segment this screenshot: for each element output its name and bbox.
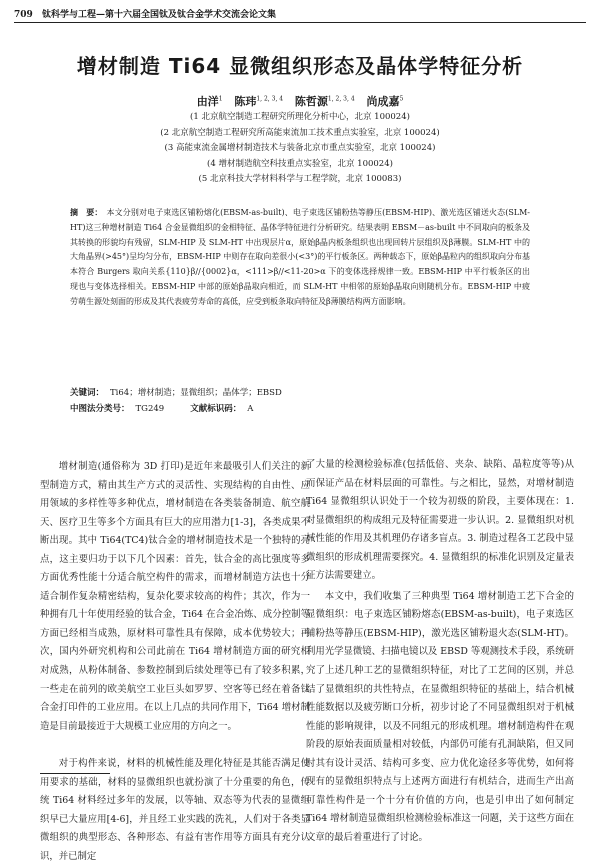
author: 陈哲源$^{1, 2, 3, 4}$: [294, 95, 355, 108]
affiliation: (4 增材制造航空科技重点实验室，北京 100024): [207, 158, 393, 169]
author-list: [0, 93, 600, 109]
doc-code-value: A: [247, 404, 254, 414]
author: 陈玮$^{1, 2, 3, 4}$: [234, 95, 284, 108]
clc-label: 中图法分类号：: [70, 404, 130, 414]
keywords-text: Ti64；增材制造；显微组织；晶体学；EBSD: [110, 388, 282, 398]
author: 由洋$^1$: [196, 95, 223, 108]
keywords: [70, 386, 530, 400]
affiliation: (1 北京航空制造工程研究所理化分析中心，北京 100024): [190, 112, 410, 122]
body-paragraph: 本文中，我们收集了三种典型 Ti64 增材制造工艺下合金的显微组织：电子束选区铺粉熔态(EBSM-as-built)，电子束选区铺粉热等静压(EBSM-HIP)，激光选区铺粉退火态(SLM-HT)。利用光学显微镜、扫描电镜以及 EBSD 等观测技术手段，系统研究了上述几种工艺的显微组织特征，对比了工艺间的区别，并总结了显微组织的共性特点，在显微组织特征的基础上，结合机械性能数据以及疲劳断口分析，初步讨论了不同显微组织对于机械性能的影响规律，以及不同组元的形成机理。增材制造构件在观阶段的原始表面质量相对较低，内部仍可能有孔洞缺陷，但又同时其有设计灵活、结构可多变、应力优化途径多等优势，如何将现有的显微组织特点与上述两方面进行有机结合，进而生产出高可靠性构件是一个十分有价值的方向，也是引申出了如何制定 Ti64 增材制造显微组织检测检验标准这一问题，关于这些方面在文章的最后着重进行了讨论。: [306, 590, 575, 843]
body-column-right: [306, 456, 574, 847]
affiliation: (3 高能束流金属增材制造技术与装备北京市重点实验室，北京 100024): [164, 143, 436, 153]
author: 尚成嘉$^5$: [366, 95, 404, 108]
classification: [70, 402, 530, 416]
doc-code-label: 文献标识码：: [190, 404, 242, 414]
affiliations: [0, 110, 600, 188]
paper-title: 增材制造 Ti64 显微组织形态及晶体学特征分析: [76, 54, 524, 78]
clc-value: TG249: [135, 404, 165, 414]
abstract: [70, 205, 530, 310]
keywords-label: 关键词：: [70, 388, 105, 398]
running-header: [14, 8, 586, 22]
abstract-text: 本文分别对电子束选区铺粉熔化(EBSM-as-built)、电子束选区铺粉热等静压(EBSM-HIP)、激光选区铺送火态(SLM-HT)这三种增材制造 Ti64 合金显微组织的金相特征、晶体学特征进行分析研究。结果表明 EBSM－as-built 中不同取向的板条及其转换的形貌均有残留，SLM-HIP 及 SLM-HT 中出现层片α，原始β晶内板条组织也出现回转片层组织及β薄膜。SLM-HT 中的大角晶界(>45°)呈均匀分布，EBSM-HIP 中则存在取向差很小(<3°)的平行板条区。两种载态下，原始β晶粒内的组织取向分布基本符合 Burgers 取向关系{110}β//{0002}α，<111>β//<11-20>α 下的变体选择规律一致。EBSM-HIP 中平行板条区的出现也与变体选择相关。EBSM-HIP 中部的原始β晶取向相近，而 SLM-HT 中相邻的原始β晶取向则随机分布。EBSM-HIP 中疲劳萌生源处刻面的形成及其代表疲劳寿命的高低，应受到板条取向特征及β薄膜结构两方面影响。: [70, 208, 531, 306]
body-paragraph: 增材制造(通俗称为 3D 打印)是近年来最吸引人们关注的新型制造方式，精由其生产方式的灵活性、实现结构的自由性、应用领域的多样性等多种优点，增材制造在各类装备制造、航空航天、医疗卫生等多个方面具有巨大的应用潜力[1-3]，各类成果不断出现。其中 Ti64(TC4)钛合金的增材制造技术是一个独特的亮点，这主要归功于以下几个因素：首先，钛合金的高比强度等多方面优秀性能十分适合航空构件的需求，而增材制造方法也十分适合制作复杂精密结构，复杂化要求较高的构件；其次，作为一种拥有几十年使用经验的钛合金，Ti64 在合金冶炼、成分控制等方面已经相当成熟，原材料可靠性具有保障，成本优势较大；再次，国内外研究机构和公司此前在 Ti64 增材制造方面的研究相对成熟，从粉体制备、参数控制到后续处理等已有了较多积累，一些走在前列的欧美航空工业巨头如罗罗、空客等已经在着备钛合金打印件的工业应用。在以上几点的共同作用下，Ti64 增材制造是目前最接近于大规模工业应用的方向之一。: [40, 461, 310, 732]
affiliation: (5 北京科技大学材料科学与工程学院，北京 100083): [198, 174, 402, 184]
footnote-rule: [40, 773, 110, 774]
header-rule: [14, 22, 586, 23]
journal-name: 钛科学与工程—第十六届全国钛及钛合金学术交流会论文集: [41, 10, 276, 20]
abstract-label: 摘 要：: [70, 207, 103, 217]
body-paragraph: 了大量的检测检验标准(包括低倍、夹杂、缺陷、晶粒度等等)从而保证产品在材料层面的可靠性。与之相比，显然，对增材制造 Ti64 显微组织认识处于一个较为初级的阶段，主要体现在：1. 对显微组织的构成组元及特征需要进一步认识。2. 显微组织对机械性能的作用及其机理仍存诸多盲点。3. 制造过程各工艺段中显微组织的形成机理需要探究。4. 显微组织的标准化识别及定量表征方法需要建立。: [306, 459, 574, 582]
body-column-left: [40, 458, 310, 866]
affiliation: (2 北京航空制造工程研究所高能束流加工技术重点实验室，北京 100024): [160, 127, 440, 138]
page-number: 709: [14, 10, 33, 20]
body-paragraph: 对于构件来说，材料的机械性能及理化特征是其能否满足使用要求的基础，材料的显微组织也就扮演了十分重要的角色，传统 Ti64 材料经过多年的发展，以等轴、双态等为代表的显微组织早已大量应用[4-6]，并且经工业实践的洗礼，人们对于各类显微组织的典型形态、各种形态、有益有害作用等方面具有充分认识，并已制定: [40, 758, 310, 862]
